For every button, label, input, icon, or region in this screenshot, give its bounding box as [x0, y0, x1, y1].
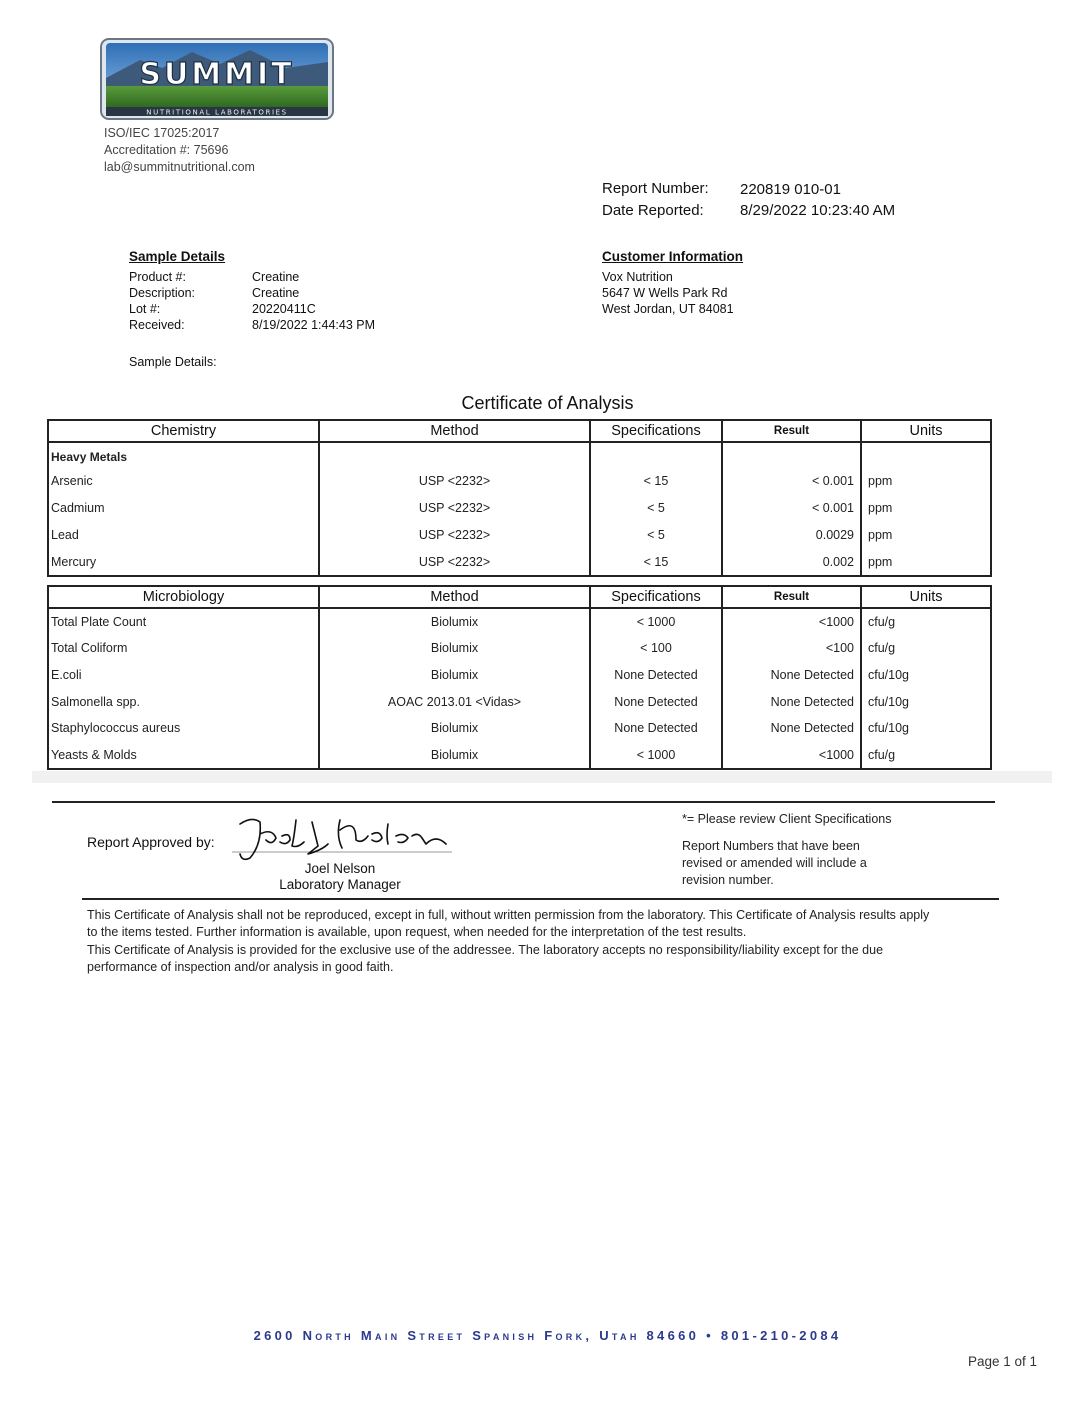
microbiology-table — [47, 585, 992, 770]
result-cell: <100 — [722, 635, 861, 661]
disclaimer-line: to the items tested. Further information is available, upon request, when needed for the interpretation of the test results. — [87, 925, 747, 939]
sample-details-note-label: Sample Details: — [129, 355, 217, 369]
spec-cell: < 5 — [590, 494, 722, 521]
sample-label: Description: — [129, 286, 195, 300]
method-cell: USP <2232> — [319, 494, 590, 521]
summit-logo — [100, 38, 334, 120]
analyte-cell: Total Coliform — [48, 635, 319, 661]
revision-note-line: Report Numbers that have been — [682, 839, 860, 853]
table-row — [48, 521, 991, 548]
method-cell: Biolumix — [319, 635, 590, 661]
sample-label: Lot #: — [129, 302, 161, 316]
result-cell: None Detected — [722, 661, 861, 688]
result-cell: None Detected — [722, 688, 861, 715]
report-number-label: Report Number: — [602, 180, 709, 197]
method-cell: USP <2232> — [319, 548, 590, 576]
table-row — [48, 635, 991, 661]
column-header: Method — [319, 420, 590, 442]
disclaimer-line: performance of inspection and/or analysis in good faith. — [87, 960, 394, 974]
column-header: Chemistry — [48, 420, 319, 442]
units-cell: cfu/10g — [861, 661, 991, 688]
certificate-title: Certificate of Analysis — [461, 393, 634, 413]
result-cell: None Detected — [722, 715, 861, 741]
footer-address: 2600 North Main Street Spanish Fork, Utah 84660 • 801-210-2084 — [253, 1328, 842, 1343]
customer-address-line2: West Jordan, UT 84081 — [602, 302, 734, 316]
chemistry-table — [47, 419, 992, 577]
method-cell: Biolumix — [319, 741, 590, 769]
analyte-cell: E.coli — [48, 661, 319, 688]
units-cell: cfu/10g — [861, 715, 991, 741]
method-cell: Biolumix — [319, 715, 590, 741]
sample-details-heading: Sample Details — [129, 249, 226, 264]
disclaimer-line: This Certificate of Analysis is provided for the exclusive use of the addressee. The laboratory accepts no responsibility/liability except for the due — [87, 943, 884, 957]
svg-text:NUTRITIONAL LABORATORIES: NUTRITIONAL LABORATORIES — [146, 108, 288, 117]
date-reported-label: Date Reported: — [602, 202, 704, 219]
spec-cell: < 1000 — [590, 741, 722, 769]
accreditation-number: Accreditation #: 75696 — [104, 143, 229, 157]
customer-address-line1: 5647 W Wells Park Rd — [602, 286, 728, 300]
spec-cell: < 1000 — [590, 608, 722, 635]
spec-cell: < 15 — [590, 467, 722, 494]
sample-value: 8/19/2022 1:44:43 PM — [252, 318, 376, 332]
approved-by-label: Report Approved by: — [87, 834, 215, 850]
page-number: Page 1 of 1 — [968, 1354, 1038, 1369]
customer-info-heading: Customer Information — [602, 249, 744, 264]
column-header: Units — [861, 420, 991, 442]
method-cell: Biolumix — [319, 661, 590, 688]
client-spec-note: *= Please review Client Specifications — [682, 812, 892, 826]
column-header: Method — [319, 586, 590, 608]
analyte-cell: Staphylococcus aureus — [48, 715, 319, 741]
table-row — [48, 715, 991, 741]
report-number: 220819 010-01 — [740, 181, 841, 198]
spec-cell: < 15 — [590, 548, 722, 576]
approver-name: Joel Nelson — [304, 861, 376, 876]
method-cell: AOAC 2013.01 <Vidas> — [319, 688, 590, 715]
divider-line — [52, 801, 995, 803]
method-cell: USP <2232> — [319, 521, 590, 548]
units-cell: ppm — [861, 521, 991, 548]
units-cell: ppm — [861, 467, 991, 494]
method-cell: Biolumix — [319, 608, 590, 635]
analyte-cell: Mercury — [48, 548, 319, 576]
date-reported: 8/29/2022 10:23:40 AM — [740, 202, 896, 219]
table-row — [48, 548, 991, 576]
result-cell: < 0.001 — [722, 467, 861, 494]
spec-cell: None Detected — [590, 688, 722, 715]
units-cell: ppm — [861, 494, 991, 521]
sample-label: Product #: — [129, 270, 186, 284]
section-divider-band — [32, 771, 1052, 783]
revision-note-line: revision number. — [682, 873, 774, 887]
sample-value: Creatine — [252, 286, 300, 300]
column-header: Specifications — [590, 586, 722, 608]
result-cell: 0.002 — [722, 548, 861, 576]
column-header: Result — [722, 420, 861, 442]
units-cell: cfu/g — [861, 608, 991, 635]
column-header: Result — [722, 586, 861, 608]
result-cell: < 0.001 — [722, 494, 861, 521]
result-cell: 0.0029 — [722, 521, 861, 548]
units-cell: ppm — [861, 548, 991, 576]
sample-value: 20220411C — [252, 302, 316, 316]
analyte-cell: Yeasts & Molds — [48, 741, 319, 769]
analyte-cell: Cadmium — [48, 494, 319, 521]
table-row — [48, 741, 991, 769]
table-row — [48, 661, 991, 688]
analyte-cell: Total Plate Count — [48, 608, 319, 635]
table-row — [48, 688, 991, 715]
table-row — [48, 467, 991, 494]
table-row — [48, 494, 991, 521]
sample-value: Creatine — [252, 270, 300, 284]
spec-cell: < 100 — [590, 635, 722, 661]
column-header: Microbiology — [48, 586, 319, 608]
svg-text:SUMMIT: SUMMIT — [139, 57, 295, 92]
divider-line — [82, 898, 999, 900]
units-cell: cfu/g — [861, 635, 991, 661]
table-group-row — [48, 447, 991, 467]
analyte-cell: Lead — [48, 521, 319, 548]
lab-email: lab@summitnutritional.com — [104, 160, 255, 174]
spec-cell: None Detected — [590, 661, 722, 688]
revision-note-line: revised or amended will include a — [682, 856, 867, 870]
column-header: Units — [861, 586, 991, 608]
result-cell: <1000 — [722, 741, 861, 769]
result-cell: <1000 — [722, 608, 861, 635]
customer-name: Vox Nutrition — [602, 270, 673, 284]
iso-standard: ISO/IEC 17025:2017 — [104, 126, 220, 140]
signature — [232, 814, 454, 866]
sample-label: Received: — [129, 318, 185, 332]
disclaimer-line: This Certificate of Analysis shall not be reproduced, except in full, without written permission from the laboratory. This Certificate of Analysis results apply — [87, 908, 930, 922]
spec-cell: < 5 — [590, 521, 722, 548]
column-header: Specifications — [590, 420, 722, 442]
approver-role: Laboratory Manager — [279, 877, 401, 892]
units-cell: cfu/g — [861, 741, 991, 769]
method-cell: USP <2232> — [319, 467, 590, 494]
table-row — [48, 608, 991, 635]
analyte-cell: Arsenic — [48, 467, 319, 494]
spec-cell: None Detected — [590, 715, 722, 741]
group-label: Heavy Metals — [48, 447, 319, 467]
analyte-cell: Salmonella spp. — [48, 688, 319, 715]
units-cell: cfu/10g — [861, 688, 991, 715]
